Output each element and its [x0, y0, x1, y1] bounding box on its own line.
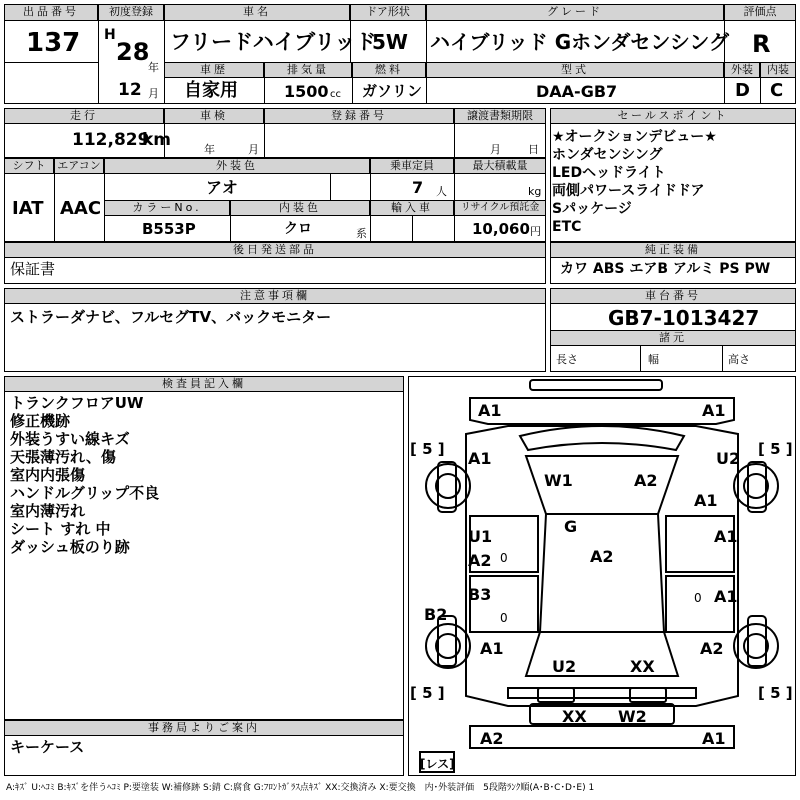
- damage-mark-front-fender-left: A1: [468, 449, 492, 468]
- inspector-item: トランクフロアUW: [10, 394, 144, 412]
- length-label: 長さ: [556, 353, 578, 366]
- damage-mark-rear-bumper-right: A1: [702, 729, 726, 748]
- sales-point-item: Sパッケージ: [552, 201, 632, 217]
- first-reg-label: 初度登録: [98, 4, 164, 21]
- fuel-label: 燃料: [352, 62, 426, 78]
- notes-value: ストラーダナビ、フルセグTV、バックモニター: [10, 308, 332, 326]
- score-label: 評価点: [724, 4, 796, 21]
- first-reg-year: 28: [116, 38, 150, 66]
- inspector-item: シート すれ 中: [10, 520, 111, 538]
- aircon-label: エアコン: [54, 158, 104, 174]
- tire-mark-rear-right: [ 5 ]: [758, 684, 793, 702]
- specs-label: 諸元: [550, 330, 796, 346]
- interior-grade: C: [770, 80, 784, 101]
- max-load-label: 最大積載量: [454, 158, 546, 174]
- ext-color-label: 外装色: [104, 158, 370, 174]
- width-label: 幅: [648, 353, 659, 366]
- damage-mark-front-door-left-1: U1: [468, 527, 493, 546]
- inspection-year-unit: 年: [204, 143, 215, 156]
- grade: ハイブリッド Gホンダセンシング: [430, 30, 729, 54]
- transfer-month-unit: 月: [490, 143, 501, 156]
- int-color: クロ: [284, 221, 312, 237]
- model-label: 型式: [426, 62, 724, 78]
- damage-mark-rear-door-right-2: A1: [714, 587, 738, 606]
- recycle-label: リサイクル預託金: [454, 200, 546, 216]
- legend: A:ｷｽﾞ U:ﾍｺﾐ B:ｷｽﾞを伴うﾍｺﾐ P:要塗装 W:補修跡 S:錆 C:腐食 G:ﾌﾛﾝﾄｶﾞﾗｽ点ｷｽﾞ XX:交換済み X:要交換 内･外装評価 5段階ﾗﾝｸ順(A･B･C･D･E) 1: [6, 783, 595, 793]
- damage-mark-rear-door-right-1: A1: [714, 527, 738, 546]
- int-color-label: 内装色: [230, 200, 370, 216]
- month-unit: 月: [148, 87, 159, 100]
- equipment-item: PW: [744, 261, 771, 277]
- inspector-item: 天張薄汚れ、傷: [10, 448, 116, 466]
- damage-mark-rear-glass: W2: [618, 707, 647, 726]
- capacity: 7: [412, 178, 424, 197]
- damage-mark-tailgate-left: U2: [552, 657, 577, 676]
- model: DAA-GB7: [536, 82, 618, 101]
- transfer-day-unit: 日: [528, 143, 539, 156]
- year-unit: 年: [148, 61, 159, 74]
- damage-mark-front-door-left-2: A2: [468, 551, 492, 570]
- sales-point-item: 両側パワースライドドア: [552, 183, 705, 199]
- mileage-label: 走行: [4, 108, 164, 124]
- history-label: 車歴: [164, 62, 264, 78]
- zero-mark-left: 0: [500, 551, 508, 565]
- damage-mark-rear-bumper-left: A2: [480, 729, 504, 748]
- import-label: 輸入車: [370, 200, 454, 216]
- sales-point-item: ETC: [552, 219, 582, 235]
- car-diagram: [408, 376, 796, 776]
- zero-mark-right: 0: [694, 591, 702, 605]
- score: R: [752, 30, 771, 58]
- lot-number: 137: [26, 28, 81, 58]
- equipment-item: アルミ: [672, 261, 715, 277]
- first-reg-month: 12: [118, 80, 142, 100]
- exterior-grade: D: [735, 80, 750, 101]
- equipment-label: 純正装備: [550, 242, 796, 258]
- equipment-item: エアB: [629, 261, 669, 277]
- damage-mark-rear-fender-left: A1: [480, 639, 504, 658]
- damage-mark-rear-fender-right: A2: [700, 639, 724, 658]
- damage-mark-tailgate-right: XX: [630, 657, 655, 676]
- inspector-item: 修正機跡: [10, 412, 71, 430]
- history: 自家用: [184, 80, 238, 101]
- inspector-list: [10, 394, 159, 556]
- sales-points-label: セールスポイント: [550, 108, 796, 124]
- later-parts-label: 後日発送部品: [4, 242, 546, 258]
- damage-mark-hood: A2: [634, 471, 658, 490]
- recycle: 10,060: [472, 220, 530, 238]
- displacement-label: 排気量: [264, 62, 352, 78]
- damage-mark-rocker-left: B2: [424, 605, 448, 624]
- damage-mark-front-door-right: A1: [694, 491, 718, 510]
- displacement-unit: cc: [330, 89, 341, 100]
- inspector-item: 室内薄汚れ: [10, 502, 86, 520]
- sales-point-item: LEDヘッドライト: [552, 165, 666, 181]
- ext-color: アオ: [206, 178, 238, 197]
- chassis-label: 車台番号: [550, 288, 796, 304]
- max-load-unit: kg: [528, 185, 542, 198]
- inspector-item: 外装うすい線キズ: [10, 430, 130, 448]
- sales-point-item: ★オークションデビュー★: [552, 129, 717, 145]
- damage-mark-roof: A2: [590, 547, 614, 566]
- damage-mark-roof-g: G: [564, 517, 578, 536]
- damage-mark-front-bumper-left: A1: [478, 401, 502, 420]
- inspector-item: ダッシュ板のり跡: [10, 538, 130, 556]
- tire-mark-front-right: [ 5 ]: [758, 440, 793, 458]
- equipment-item: カワ: [560, 261, 588, 277]
- mileage: 112,829: [72, 130, 150, 150]
- reg-no-label: 登録番号: [264, 108, 454, 124]
- inspector-item: 室内内張傷: [10, 466, 86, 484]
- later-parts-value: 保証書: [10, 260, 56, 278]
- shift-label: シフト: [4, 158, 54, 174]
- sales-point-item: ホンダセンシング: [552, 147, 663, 163]
- spare-tire-mark: [レス]: [420, 757, 455, 771]
- recycle-unit: 円: [530, 225, 541, 238]
- inspection-label: 車検: [164, 108, 264, 124]
- equipment-item: PS: [719, 261, 740, 277]
- inspection-month-unit: 月: [248, 143, 259, 156]
- equipment-list: [560, 262, 770, 276]
- color-no-label: カラーNo.: [104, 200, 230, 216]
- capacity-label: 乗車定員: [370, 158, 454, 174]
- lot-label: 出品番号: [4, 4, 98, 21]
- int-color-unit: 系: [356, 227, 367, 240]
- tire-mark-front-left: [ 5 ]: [410, 440, 445, 458]
- door-label: ドア形状: [350, 4, 426, 21]
- notes-label: 注意事項欄: [4, 288, 546, 304]
- office-label: 事務局よりご案内: [4, 720, 404, 736]
- car-name: フリードハイブリッド: [170, 30, 377, 54]
- exterior-label: 外装: [724, 62, 760, 78]
- damage-mark-front-bumper-right: A1: [702, 401, 726, 420]
- transfer-label: 譲渡書類期限: [454, 108, 546, 124]
- aircon: AAC: [60, 198, 102, 219]
- mileage-unit: km: [142, 130, 172, 150]
- inspector-item: ハンドルグリップ不良: [10, 484, 160, 502]
- car-name-label: 車名: [164, 4, 350, 21]
- inspector-label: 検査員記入欄: [4, 376, 404, 392]
- tire-mark-rear-left: [ 5 ]: [410, 684, 445, 702]
- height-label: 高さ: [728, 353, 750, 366]
- sales-points-list: [552, 128, 717, 236]
- shift: IAT: [12, 198, 44, 219]
- interior-label: 内装: [760, 62, 796, 78]
- door-type: 5W: [372, 30, 408, 54]
- fuel: ガソリン: [362, 82, 423, 100]
- era: H: [104, 27, 116, 43]
- grade-label: グレード: [426, 4, 724, 21]
- capacity-unit: 人: [436, 185, 447, 198]
- damage-mark-front-fender-right: U2: [716, 449, 741, 468]
- damage-mark-rear-panel: XX: [562, 707, 587, 726]
- damage-mark-windshield: W1: [544, 471, 573, 490]
- equipment-item: ABS: [592, 261, 625, 277]
- chassis-number: GB7-1013427: [608, 306, 760, 330]
- office-value: キーケース: [10, 738, 85, 756]
- color-no: B553P: [142, 220, 196, 238]
- damage-mark-rear-door-left: B3: [468, 585, 492, 604]
- displacement: 1500: [284, 82, 329, 101]
- zero-mark-left-2: 0: [500, 611, 508, 625]
